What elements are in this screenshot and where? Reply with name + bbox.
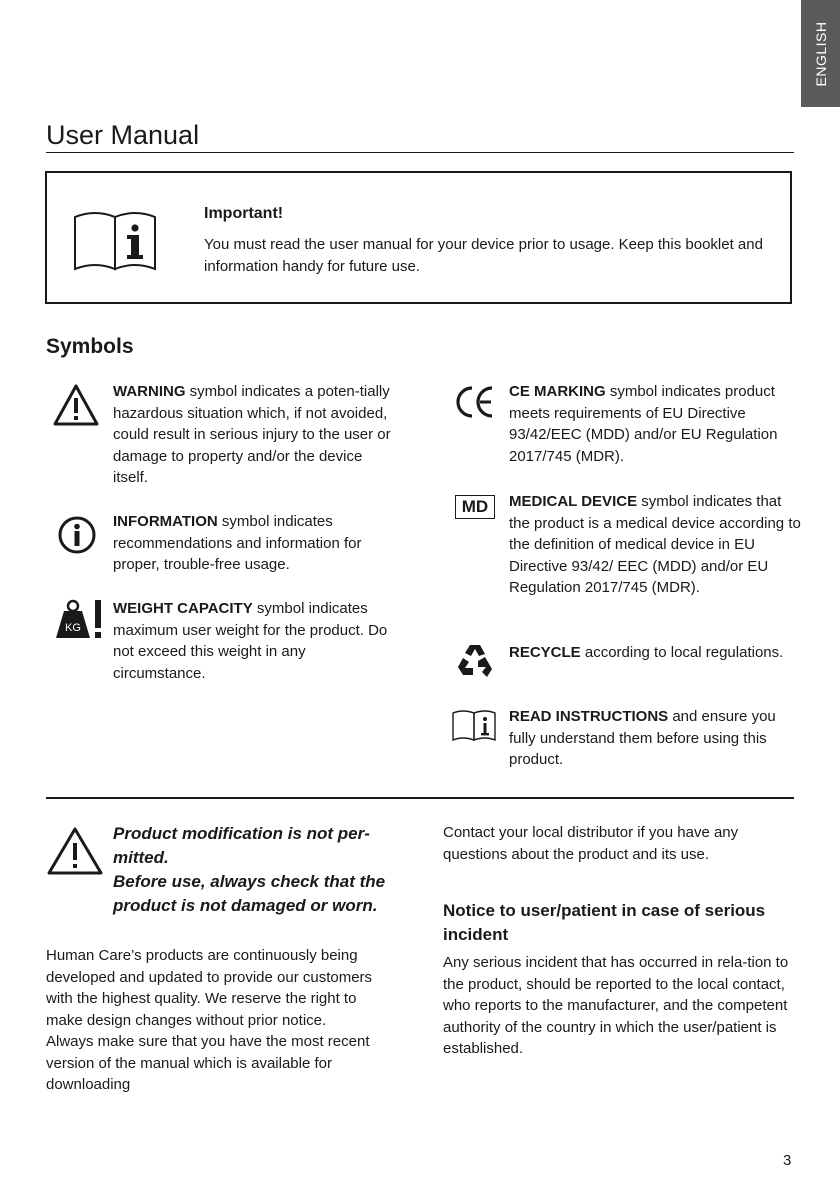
information-text: symbol indicates recommendations and information for proper, trouble-free usage. <box>113 513 362 573</box>
manual-version-paragraph: Always make sure that you have the most recent version of the manual which is available for downloading <box>46 1033 370 1093</box>
weight-text: symbol indicates maximum user weight for the product. Do not exceed this weight in any circumstance. <box>113 600 388 682</box>
weight-capacity-symbol-description <box>113 598 401 684</box>
notice-body: Any serious incident that has occurred in rela-tion to the product, should be reported to the local contact, who reports to the manufacturer, and the competent authority of the country in which the user/patient is established. <box>443 954 789 1057</box>
weight-term: WEIGHT CAPACITY <box>113 600 253 617</box>
read-instructions-symbol-description <box>509 706 801 771</box>
weight-icon-label: KG <box>65 622 81 634</box>
ce-text: symbol indicates product meets requirements of EU Directive 93/42/EEC (MDD) and/or EU Regulation 2017/745 (MDR). <box>509 383 778 465</box>
weight-capacity-icon <box>54 598 104 640</box>
language-tab <box>801 0 840 107</box>
symbols-heading: Symbols <box>46 335 134 358</box>
warning-term: WARNING <box>113 383 186 400</box>
medical-device-icon <box>455 495 495 519</box>
read-instructions-icon <box>451 709 497 743</box>
caution-line-4: product is not damaged or worn. <box>113 896 378 915</box>
info-circle-icon <box>58 516 96 554</box>
warning-text: symbol indicates a poten-tially hazardous situation which, if not avoided, could result in serious injury to the user or damage to property and/or the device itself. <box>113 383 391 486</box>
caution-text <box>113 822 405 918</box>
title-divider <box>46 152 794 153</box>
warning-triangle-icon <box>52 383 100 427</box>
ce-term: CE MARKING <box>509 383 606 400</box>
caution-line-1: Product modification is not per- <box>113 824 370 843</box>
notice-heading: Notice to user/patient in case of serious incident <box>443 901 766 944</box>
md-text: symbol indicates that the product is a medical device according to the definition of medical device in EU Directive 93/42/ EEC (MDD) and/or EU Regulation 2017/745 (MDR). <box>509 493 801 596</box>
ce-mark-icon <box>453 384 495 420</box>
md-term: MEDICAL DEVICE <box>509 493 638 510</box>
caution-line-3: Before use, always check that the <box>113 872 386 891</box>
page-title: User Manual <box>46 120 200 150</box>
important-notice-box <box>45 171 792 304</box>
ce-marking-symbol-description <box>509 381 801 467</box>
recycle-icon <box>455 642 495 680</box>
book-info-icon <box>71 209 159 273</box>
product-development-text <box>46 945 392 1096</box>
language-tab-label: ENGLISH <box>812 21 829 86</box>
product-development-paragraph: Human Care’s products are continuously being developed and updated to provide our customers with the highest quality. We reserve the right to make design changes without prior notice. <box>46 947 373 1029</box>
important-heading: Important! <box>204 205 284 222</box>
read-text: and ensure you fully understand them before using this product. <box>509 708 776 768</box>
warning-symbol-description <box>113 381 401 489</box>
medical-device-symbol-description <box>509 491 801 599</box>
recycle-symbol-description <box>509 642 801 664</box>
recycle-text: according to local regulations. <box>580 644 784 661</box>
caution-line-2: mitted. <box>113 848 169 867</box>
recycle-term: RECYCLE <box>509 644 581 661</box>
caution-warning-icon <box>45 826 105 876</box>
section-divider <box>46 797 794 799</box>
page-number: 3 <box>783 1152 792 1169</box>
contact-text: Contact your local distributor if you have any questions about the product and its use. <box>443 824 739 863</box>
information-term: INFORMATION <box>113 513 218 530</box>
important-body: You must read the user manual for your device prior to usage. Keep this booklet and information handy for future use. <box>204 236 763 275</box>
medical-device-icon-label: MD <box>461 497 489 516</box>
read-term: READ INSTRUCTIONS <box>509 708 669 725</box>
information-symbol-description <box>113 511 401 576</box>
